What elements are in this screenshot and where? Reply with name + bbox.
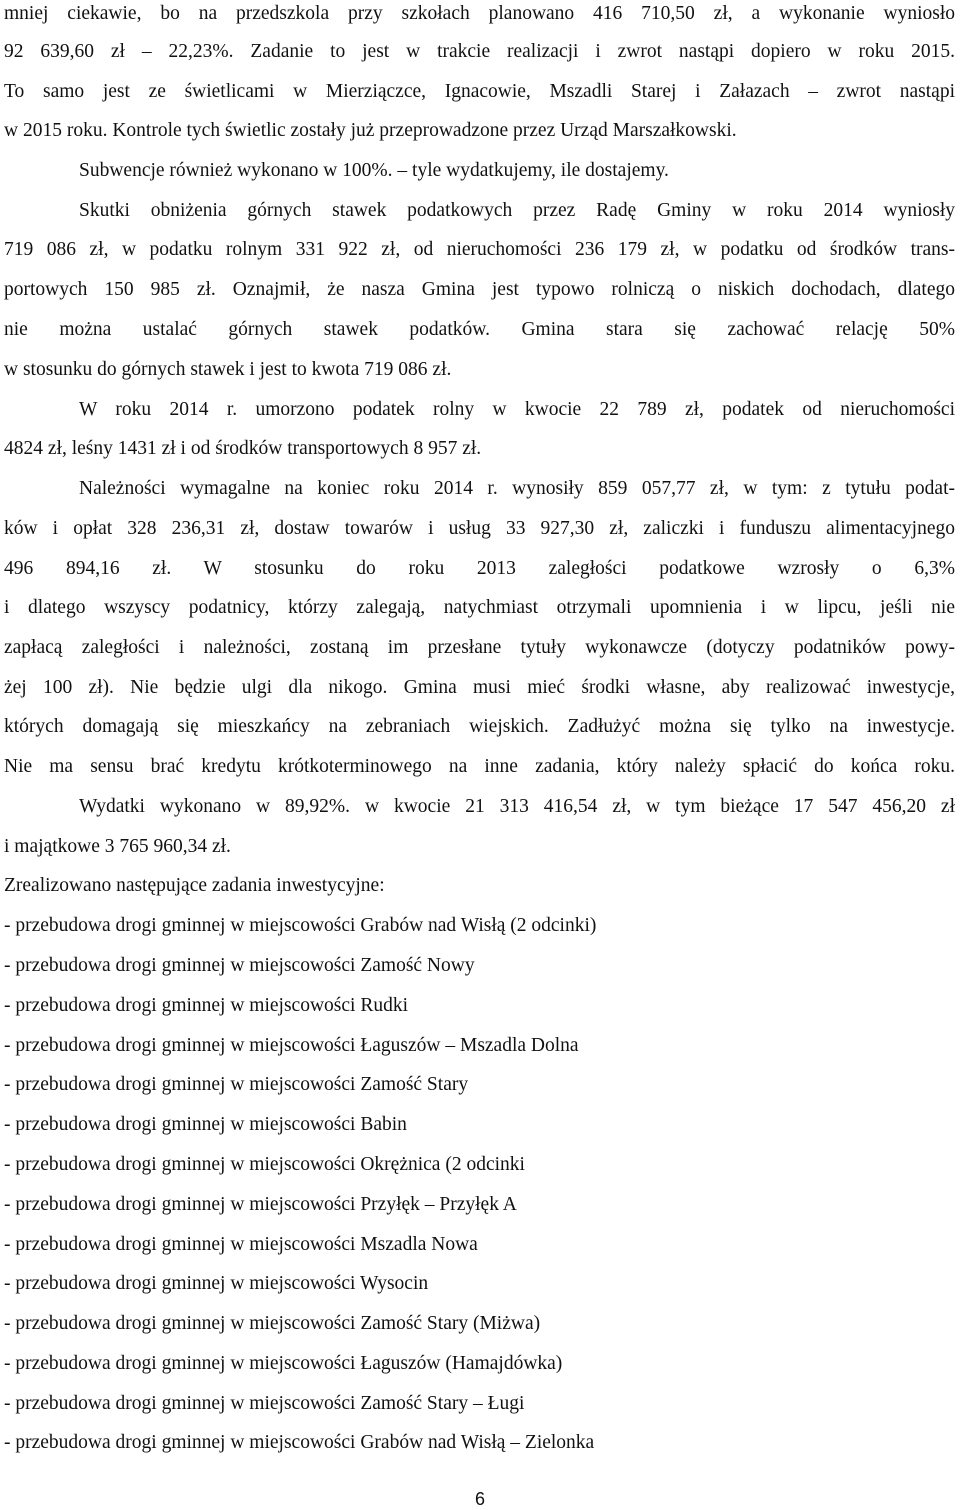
list-item: - przebudowa drogi gminnej w miejscowości Okrężnica (2 odcinki bbox=[4, 1154, 525, 1175]
text-line: żej 100 zł). Nie będzie ulgi dla nikogo. Gmina musi mieć środki własne, aby realizować inwestycje, bbox=[4, 677, 955, 698]
text-line: 496 894,16 zł. W stosunku do roku 2013 zaległości podatkowe wzrosły o 6,3% bbox=[4, 558, 955, 579]
list-item: - przebudowa drogi gminnej w miejscowości Grabów nad Wisłą (2 odcinki) bbox=[4, 915, 597, 936]
list-item: - przebudowa drogi gminnej w miejscowości Zamość Stary – Ługi bbox=[4, 1393, 525, 1414]
text-line: i majątkowe 3 765 960,34 zł. bbox=[4, 836, 231, 857]
page-number: 6 bbox=[474, 1489, 485, 1509]
text-line: Nie ma sensu brać kredytu krótkoterminowego na inne zadania, który należy spłacić do końca roku. bbox=[4, 756, 955, 777]
text-line: i dlatego wszyscy podatnicy, którzy zalegają, natychmiast otrzymali upomnienia i w lipcu, jeśli nie bbox=[4, 597, 955, 618]
list-item: - przebudowa drogi gminnej w miejscowości Zamość Nowy bbox=[4, 955, 475, 976]
text-line: w 2015 roku. Kontrole tych świetlic zostały już przeprowadzone przez Urząd Marszałkowski. bbox=[4, 120, 737, 141]
text-line: których domagają się mieszkańcy na zebraniach wiejskich. Zadłużyć można się tylko na inwestycje. bbox=[4, 716, 955, 737]
text-line: Subwencje również wykonano w 100%. – tyle wydatkujemy, ile dostajemy. bbox=[79, 160, 669, 181]
list-item: - przebudowa drogi gminnej w miejscowości Zamość Stary bbox=[4, 1074, 469, 1095]
text-line: portowych 150 985 zł. Oznajmił, że nasza Gmina jest typowo rolniczą o niskich dochodach, dlatego bbox=[4, 279, 955, 300]
text-line: Skutki obniżenia górnych stawek podatkowych przez Radę Gminy w roku 2014 wyniosły bbox=[79, 200, 955, 221]
text-line: nie można ustalać górnych stawek podatków. Gmina stara się zachować relację 50% bbox=[4, 319, 955, 340]
list-item: - przebudowa drogi gminnej w miejscowości Łaguszów (Hamajdówka) bbox=[4, 1353, 563, 1374]
text-line: mniej ciekawie, bo na przedszkola przy szkołach planowano 416 710,50 zł, a wykonanie wyniosło bbox=[4, 3, 955, 24]
list-item: - przebudowa drogi gminnej w miejscowości Wysocin bbox=[4, 1273, 429, 1294]
list-item: - przebudowa drogi gminnej w miejscowości Mszadla Nowa bbox=[4, 1234, 478, 1255]
section-heading: Zrealizowano następujące zadania inwestycyjne: bbox=[4, 875, 385, 896]
list-item: - przebudowa drogi gminnej w miejscowości Rudki bbox=[4, 995, 409, 1016]
text-line: W roku 2014 r. umorzono podatek rolny w kwocie 22 789 zł, podatek od nieruchomości bbox=[79, 399, 955, 420]
list-item: - przebudowa drogi gminnej w miejscowości Babin bbox=[4, 1114, 407, 1135]
text-line: ków i opłat 328 236,31 zł, dostaw towarów i usług 33 927,30 zł, zaliczki i funduszu alimentacyjnego bbox=[4, 518, 955, 539]
text-line: Należności wymagalne na koniec roku 2014 r. wynosiły 859 057,77 zł, w tym: z tytułu podat- bbox=[79, 478, 955, 499]
text-line: 92 639,60 zł – 22,23%. Zadanie to jest w trakcie realizacji i zwrot nastąpi dopiero w roku 2015. bbox=[4, 41, 955, 62]
list-item: - przebudowa drogi gminnej w miejscowości Grabów nad Wisłą – Zielonka bbox=[4, 1432, 595, 1453]
text-line: zapłacą zaległości i należności, zostaną im przesłane tytuły wykonawcze (dotyczy podatników powy- bbox=[4, 637, 955, 658]
list-item: - przebudowa drogi gminnej w miejscowości Przyłęk – Przyłęk A bbox=[4, 1194, 517, 1215]
list-item: - przebudowa drogi gminnej w miejscowości Zamość Stary (Miżwa) bbox=[4, 1313, 541, 1334]
text-line: Wydatki wykonano w 89,92%. w kwocie 21 313 416,54 zł, w tym bieżące 17 547 456,20 zł bbox=[79, 796, 955, 817]
text-line: 4824 zł, leśny 1431 zł i od środków transportowych 8 957 zł. bbox=[4, 438, 482, 459]
text-line: 719 086 zł, w podatku rolnym 331 922 zł, od nieruchomości 236 179 zł, w podatku od środków trans- bbox=[4, 239, 955, 260]
list-item: - przebudowa drogi gminnej w miejscowości Łaguszów – Mszadla Dolna bbox=[4, 1035, 579, 1056]
text-line: w stosunku do górnych stawek i jest to kwota 719 086 zł. bbox=[4, 359, 452, 380]
text-line: To samo jest ze świetlicami w Mierziączce, Ignacowie, Mszadli Starej i Załazach – zwrot nastąpi bbox=[4, 81, 955, 102]
